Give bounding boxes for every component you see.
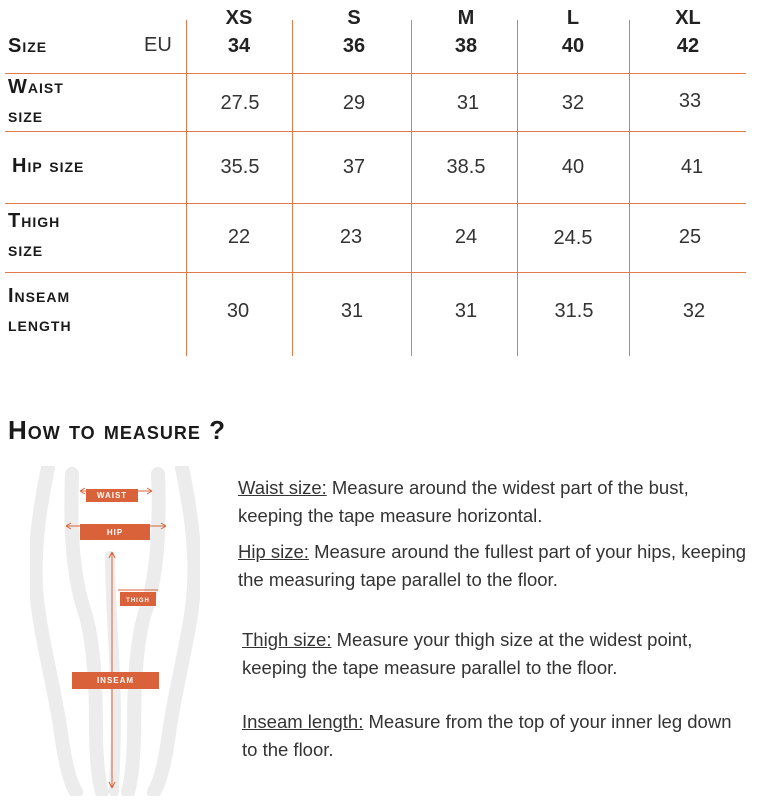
waist-tag: waist — [86, 489, 138, 502]
column-divider — [517, 20, 518, 356]
size-letter-header: XS — [225, 7, 253, 29]
size-eu-header: 42 — [676, 35, 700, 57]
table-cell: 30 — [226, 300, 250, 322]
inseam-row-label — [8, 282, 72, 340]
table-cell: 38.5 — [446, 156, 486, 178]
size-eu-header: 36 — [342, 35, 366, 57]
term: Waist size: — [238, 477, 327, 498]
term: Thigh size: — [242, 629, 332, 650]
size-letter-header: L — [566, 7, 580, 29]
table-cell: 29 — [342, 92, 366, 114]
section-title: How to measure ? — [8, 415, 226, 445]
thigh-instruction — [242, 626, 692, 682]
waist-row-label — [8, 73, 64, 131]
text: the measuring tape parallel to the floor. — [238, 569, 558, 590]
hip-instruction — [238, 538, 746, 594]
hip-row-label: Hip size — [12, 155, 85, 177]
row-label-line: Thigh — [8, 210, 61, 232]
row-divider — [5, 131, 746, 132]
size-letter-header: XL — [675, 7, 701, 29]
column-divider — [411, 20, 412, 356]
table-cell: 37 — [342, 156, 366, 178]
row-label-line: Inseam — [8, 285, 71, 307]
hip-tag: hip — [80, 524, 150, 540]
size-row-label: Size — [8, 35, 48, 57]
table-cell: 27.5 — [220, 92, 260, 114]
row-divider — [5, 73, 746, 74]
text: keeping the tape measure horizontal. — [238, 505, 543, 526]
table-cell: 31 — [456, 92, 480, 114]
table-cell: 31 — [340, 300, 364, 322]
size-eu-header: 40 — [561, 35, 585, 57]
waist-instruction — [238, 474, 689, 530]
eu-label: EU — [144, 34, 172, 56]
table-cell: 24.5 — [553, 227, 593, 249]
body-silhouette-figure — [30, 466, 200, 796]
table-cell: 25 — [678, 226, 702, 248]
term: Inseam length: — [242, 711, 364, 732]
row-label-line: size — [8, 105, 44, 127]
column-divider — [292, 20, 293, 356]
thigh-row-label — [8, 207, 60, 265]
size-letter-header: M — [457, 7, 475, 29]
table-cell: 33 — [678, 90, 702, 112]
table-cell: 32 — [682, 300, 706, 322]
text: keeping the tape measure parallel to the floor. — [242, 657, 618, 678]
table-cell: 24 — [454, 226, 478, 248]
size-eu-header: 34 — [227, 35, 251, 57]
table-cell: 31.5 — [554, 300, 594, 322]
row-divider — [5, 272, 746, 273]
body-silhouette-icon — [30, 466, 200, 796]
text: Measure your thigh size at the widest point, — [331, 629, 693, 650]
row-label-line: Waist — [8, 76, 64, 98]
text: Measure around the widest part of the bust, — [326, 477, 689, 498]
term: Hip size: — [238, 541, 309, 562]
inseam-instruction — [242, 708, 732, 764]
text: Measure from the top of your inner leg down — [363, 711, 732, 732]
table-cell: 22 — [227, 226, 251, 248]
table-cell: 40 — [561, 156, 585, 178]
size-eu-header: 38 — [454, 35, 478, 57]
text: Measure around the fullest part of your hips, keeping — [308, 541, 747, 562]
inseam-tag: inseam — [72, 672, 159, 689]
row-label-line: size — [8, 239, 44, 261]
row-divider — [5, 203, 746, 204]
table-cell: 41 — [680, 156, 704, 178]
table-cell: 31 — [454, 300, 478, 322]
text: to the floor. — [242, 739, 334, 760]
thigh-tag: thigh — [120, 592, 156, 606]
row-label-line: length — [8, 314, 72, 336]
table-cell: 35.5 — [220, 156, 260, 178]
column-divider — [629, 20, 630, 356]
column-divider — [186, 20, 187, 356]
size-chart-table — [0, 0, 771, 360]
table-cell: 32 — [561, 92, 585, 114]
size-letter-header: S — [347, 7, 361, 29]
table-cell: 23 — [339, 226, 363, 248]
